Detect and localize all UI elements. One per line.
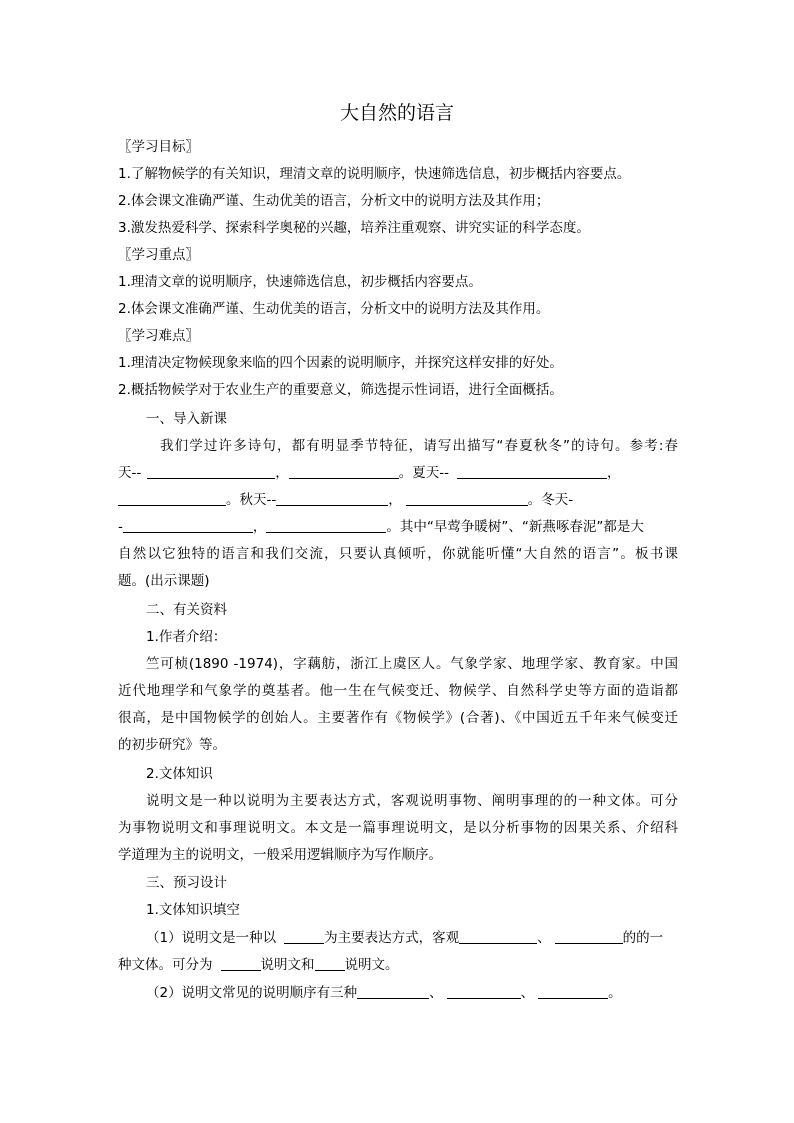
fill-blank[interactable] (284, 929, 324, 944)
fill-blank[interactable] (276, 491, 388, 506)
text-segment: ， (388, 492, 402, 508)
fill-blank[interactable] (315, 956, 345, 971)
fill-blank[interactable] (266, 518, 386, 533)
text-segment: 种文体。可分为 (118, 957, 213, 973)
text-segment: 。夏天-- (398, 465, 449, 481)
section-3-heading: 三、预习设计 (146, 875, 227, 891)
author-line-2: 近代地理学和气象学的奠基者。他一生在气候变迁、物候学、自然科学史等方面的造诣都 (118, 683, 678, 699)
difficult-item-1: 1.理清决定物候现象来临的四个因素的说明顺序，并探究这样安排的好处。 (118, 355, 563, 371)
author-line-3: 很高，是中国物候学的创始人。主要著作有《物候学》(合著)、《中国近五千年来气候变迁 (118, 710, 678, 726)
fill-blank[interactable] (118, 491, 226, 506)
key-item-1: 1.理清文章的说明顺序，快速筛选信息，初步概括内容要点。 (118, 274, 482, 290)
text-segment: 。秋天-- (226, 492, 277, 508)
key-item-2: 2.体会课文准确严谨、生动优美的语言，分析文中的说明方法及其作用。 (118, 301, 550, 317)
fill-blank[interactable] (457, 464, 607, 479)
key-heading: 〖学习重点〗 (118, 247, 199, 263)
goal-item-3: 3.激发热爱科学、探索科学奥秘的兴趣，培养注重观察、讲究实证的科学态度。 (118, 220, 590, 236)
fill-blank[interactable] (221, 956, 261, 971)
genre-line-1: 说明文是一种以说明为主要表达方式，客观说明事物、阐明事理的的一种文体。可分 (146, 793, 678, 809)
text-segment: 。其中“早莺争暖树”、“新燕啄春泥”都是大 (386, 519, 644, 535)
text-segment: 、 (520, 985, 535, 1001)
genre-subheading: 2.文体知识 (146, 766, 213, 782)
text-segment: - (118, 519, 123, 535)
goal-item-2: 2.体会课文准确严谨、生动优美的语言，分析文中的说明方法及其作用； (118, 193, 550, 209)
goal-item-1: 1.了解物候学的有关知识，理清文章的说明顺序，快速筛选信息，初步概括内容要点。 (118, 166, 631, 182)
intro-paragraph-line-1: 我们学过许多诗句，都有明显季节特征，请写出描写“春夏秋冬”的诗句。参考:春 (160, 438, 678, 454)
goals-heading: 〖学习目标〗 (118, 139, 199, 155)
fill-blank[interactable] (538, 984, 608, 999)
section-2-heading: 二、有关资料 (146, 602, 227, 618)
text-segment: 。冬天- (527, 492, 574, 508)
fill-blank[interactable] (447, 984, 521, 999)
author-subheading: 1.作者介绍： (146, 629, 227, 645)
intro-paragraph-line-5: 自然以它独特的语言和我们交流，只要认真倾听，你就能听懂“大自然的语言”。板书课 (118, 546, 678, 562)
genre-line-2: 为事物说明文和事理说明文。本文是一篇事理说明文，是以分析事物的因果关系、介绍科 (118, 820, 678, 836)
intro-blank-line-2 (118, 463, 678, 483)
difficult-item-2: 2.概括物候学对于农业生产的重要意义，筛选提示性词语，进行全面概括。 (118, 382, 563, 398)
fill-blank[interactable] (289, 464, 399, 479)
page-title: 大自然的语言 (339, 102, 454, 124)
question-1-line-2 (118, 955, 678, 975)
fill-blank[interactable] (147, 464, 275, 479)
section-1-heading: 一、导入新课 (146, 411, 227, 427)
fill-blank[interactable] (406, 491, 528, 506)
text-segment: 说明文和 (260, 957, 315, 973)
text-segment: 、 (537, 930, 551, 946)
intro-blank-line-4 (118, 517, 678, 537)
text-segment: 。 (608, 985, 622, 1001)
fill-blank[interactable] (459, 929, 537, 944)
author-line-4: 的初步研究》等。 (118, 737, 226, 753)
difficult-heading: 〖学习难点〗 (118, 328, 199, 344)
fill-blank[interactable] (555, 929, 623, 944)
fill-blank[interactable] (357, 984, 429, 999)
preview-subheading: 1.文体知识填空 (146, 902, 240, 918)
text-segment: ， (607, 465, 621, 481)
text-segment: 为主要表达方式，客观 (324, 930, 460, 946)
fill-blank[interactable] (123, 518, 253, 533)
text-segment: （1）说明文是一种以 (146, 930, 277, 946)
text-segment: 的的一 (622, 930, 664, 946)
text-segment: （2）说明文常见的说明顺序有三种 (146, 985, 358, 1001)
text-segment: 说明文。 (344, 957, 399, 973)
text-segment: ， (252, 519, 267, 535)
text-segment: ， (275, 465, 289, 481)
text-segment: 天-- (118, 465, 142, 481)
text-segment: 、 (429, 985, 443, 1001)
intro-blank-line-3 (118, 490, 678, 510)
author-line-1: 竺可桢(1890 -1974)，字藕舫，浙江上虞区人。气象学家、地理学家、教育家。中国 (146, 656, 678, 672)
question-1-line-1 (146, 928, 678, 948)
question-2-line (146, 983, 678, 1003)
genre-line-3: 学道理为主的说明文，一般采用逻辑顺序为写作顺序。 (118, 847, 442, 863)
intro-paragraph-line-6: 题。(出示课题) (118, 573, 210, 589)
